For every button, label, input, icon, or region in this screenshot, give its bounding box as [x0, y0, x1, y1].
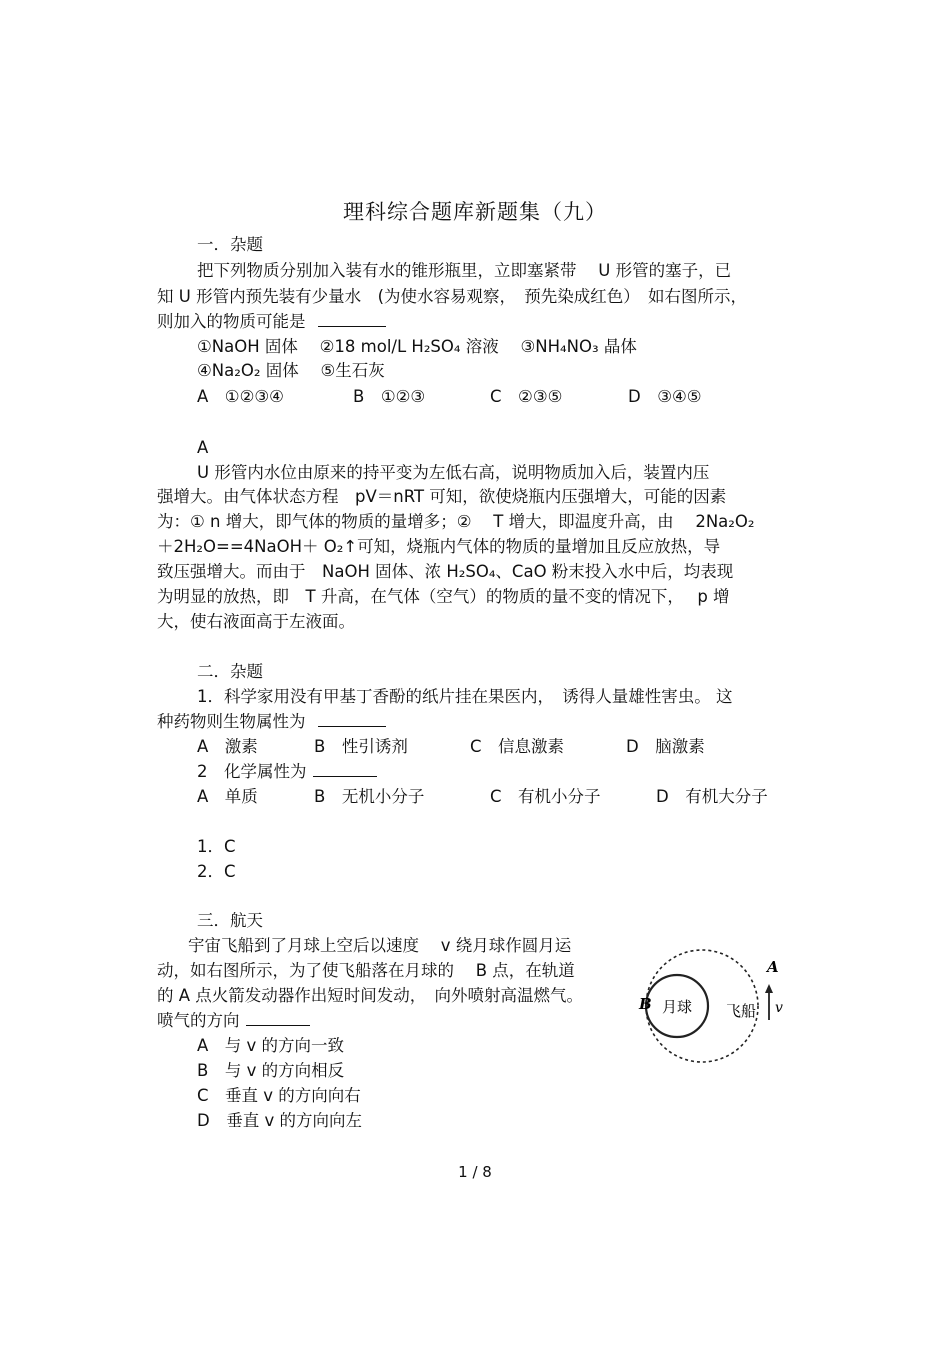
s1-explain-line-2: 强增大。由气体状态方程 pV＝nRT 可知，欲使烧瓶内压强增大，可能的因素	[157, 487, 727, 506]
option-c: C ②③⑤	[490, 387, 563, 406]
s1-items-line-2: ④Na₂O₂ 固体 ⑤生石灰	[197, 361, 385, 380]
s1-question-line-3	[157, 310, 386, 334]
s2-options-2	[197, 785, 768, 809]
answer-blank	[313, 761, 377, 777]
moon-orbit-diagram	[636, 944, 796, 1064]
answer-blank	[318, 311, 386, 327]
section-2-heading: 二．杂题	[197, 662, 263, 681]
s1-explain-line-5: 致压强增大。而由于 NaOH 固体、浓 H₂SO₄、CaO 粉末投入水中后，均表现	[157, 562, 734, 581]
section-1-heading: 一．杂题	[197, 235, 263, 254]
s1-explain-line-3: 为：① n 增大，即气体的物质的量增多；② T 增大，即温度升高，由 2Na₂O₂	[157, 512, 755, 531]
s3-option-b: B 与 v 的方向相反	[197, 1061, 345, 1080]
s1-question-line-1: 把下列物质分别加入装有水的锥形瓶里，立即塞紧带 U 形管的塞子，已	[197, 261, 732, 280]
moon-label: 月球	[661, 998, 693, 1016]
option-d: D 脑激素	[626, 737, 705, 756]
s1-items-line-1: ①NaOH 固体 ②18 mol/L H₂SO₄ 溶液 ③NH₄NO₃ 晶体	[197, 337, 637, 356]
s2-question-1-line-2	[157, 710, 386, 734]
s3-option-d: D 垂直 v 的方向向左	[197, 1111, 362, 1130]
s1-question-line-2: 知 U 形管内预先装有少量水 (为使水容易观察， 预先染成红色） 如右图所示，	[157, 287, 748, 306]
section-3-heading: 三．航天	[197, 911, 263, 930]
s1-explain-line-6: 为明显的放热，即 T 升高，在气体（空气）的物质的量不变的情况下， p 增	[157, 587, 730, 606]
option-d: D 有机大分子	[656, 787, 768, 806]
option-d: D ③④⑤	[628, 387, 702, 406]
answer-blank	[318, 711, 386, 727]
point-b-label: B	[639, 995, 652, 1013]
option-a: A 激素	[197, 737, 258, 756]
page-number: 1 / 8	[458, 1163, 492, 1181]
arrow-head-icon	[765, 984, 773, 993]
option-c: C 信息激素	[470, 737, 565, 756]
s2-question-2-text: 2 化学属性为	[197, 762, 307, 781]
s3-question-line-3: 的 A 点火箭发动器作出短时间发动， 向外喷射高温燃气。	[157, 986, 584, 1005]
s3-option-c: C 垂直 v 的方向向右	[197, 1086, 361, 1105]
point-a-label: A	[767, 958, 779, 976]
s1-answer: A	[197, 438, 209, 457]
s2-question-1-line-1: 1．科学家用没有甲基丁香酚的纸片挂在果医内， 诱得人量雄性害虫。 这	[197, 687, 733, 706]
s1-options	[197, 385, 702, 409]
s1-explain-line-4: ＋2H₂O==4NaOH＋ O₂↑可知，烧瓶内气体的物质的量增加且反应放热，导	[157, 537, 721, 556]
option-a: A ①②③④	[197, 387, 284, 406]
velocity-label: v	[775, 1000, 783, 1016]
s3-question-line-2: 动，如右图所示，为了使飞船落在月球的 B 点，在轨道	[157, 961, 575, 980]
answer-blank	[246, 1010, 310, 1026]
s2-answer-2: 2．C	[197, 862, 236, 881]
s3-question-line-1: 宇宙飞船到了月球上空后以速度 v 绕月球作圆月运	[188, 936, 572, 955]
s1-explain-line-1: U 形管内水位由原来的持平变为左低右高，说明物质加入后，装置内压	[197, 463, 710, 482]
s3-option-a: A 与 v 的方向一致	[197, 1036, 345, 1055]
s2-options-1	[197, 735, 705, 759]
option-a: A 单质	[197, 787, 258, 806]
s1-question-text: 则加入的物质可能是	[157, 312, 306, 331]
s1-explain-line-7: 大，使右液面高于左液面。	[157, 612, 355, 631]
s2-question-1-text: 种药物则生物属性为	[157, 712, 306, 731]
s3-question-line-4	[157, 1009, 310, 1033]
page-title: 理科综合题库新题集（九）	[343, 200, 607, 224]
ship-label: 飞船	[725, 1002, 757, 1020]
option-b: B ①②③	[353, 387, 426, 406]
s3-question-text: 喷气的方向	[157, 1011, 240, 1030]
s2-question-2	[197, 760, 377, 784]
option-c: C 有机小分子	[490, 787, 601, 806]
s2-answer-1: 1．C	[197, 837, 236, 856]
option-b: B 性引诱剂	[314, 737, 408, 756]
option-b: B 无机小分子	[314, 787, 425, 806]
